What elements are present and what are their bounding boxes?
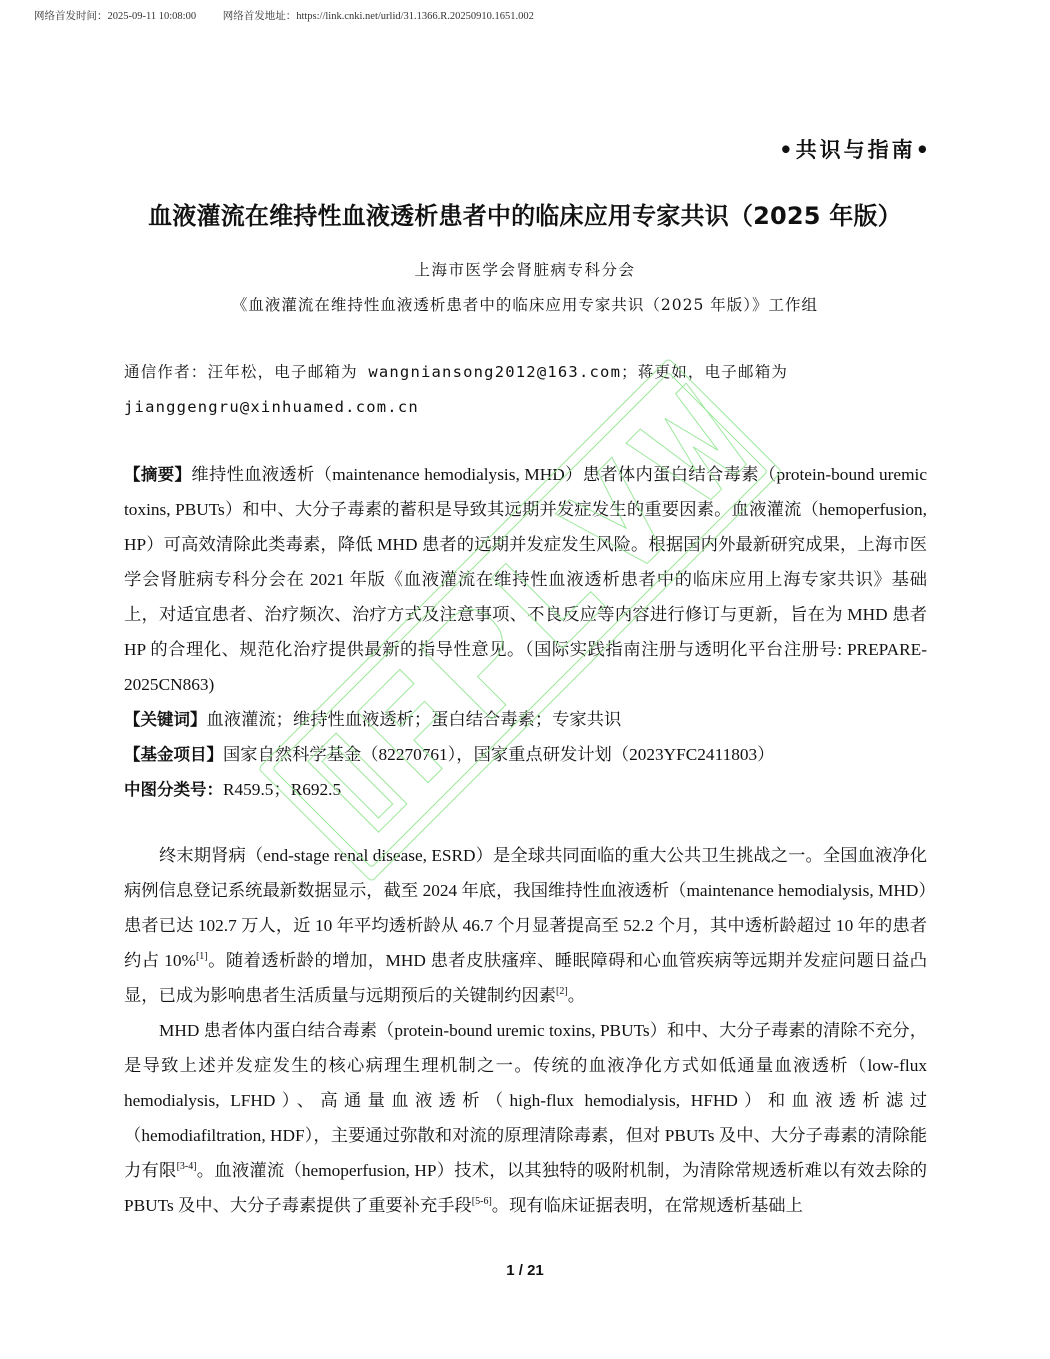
citation-3-4[interactable]: [3-4] (176, 1161, 197, 1172)
org-line-1: 上海市医学会肾脏病专科分会 (414, 261, 636, 279)
page-number: 1 / 21 (506, 1262, 544, 1279)
clc-text: R459.5；R692.5 (223, 780, 342, 799)
keywords-text: 血液灌流；维持性血液透析；蛋白结合毒素；专家共识 (206, 710, 622, 729)
keywords (124, 702, 927, 737)
abstract-label: 【摘要】 (124, 465, 192, 484)
clc-label: 中图分类号： (124, 780, 223, 799)
body-paragraph-1: 终末期肾病（end-stage renal disease, ESRD）是全球共同面临的重大公共卫生挑战之一。全国血液净化病例信息登记系统最新数据显示，截至 2024 年底，我国维持性血液透析（maintenance hemodialysis, MHD）患者已达 102.7 万人，近 10 年平均透析龄从 46.7 个月显著提高至 52.2 个月，其中透析龄超过 10 年的患者约占 10%[1]。随着透析龄的增加，MHD 患者皮肤瘙痒、睡眠障碍和心血管疾病等远期并发症问题日益凸显，已成为影响患者生活质量与远期预后的关键制约因素[2]。 (124, 846, 927, 1005)
citation-2[interactable]: [2] (556, 986, 568, 997)
org-line-2: 《血液灌流在维持性血液透析患者中的临床应用专家共识（2025 年版）》工作组 (231, 296, 819, 314)
publish-time: 网络首发时间：2025-09-11 10:08:00 (34, 11, 197, 22)
citation-1[interactable]: [1] (195, 951, 208, 962)
clc-number (124, 772, 927, 807)
column-tag: •共识与指南• (779, 137, 932, 162)
abstract (124, 457, 927, 702)
paper-title: 血液灌流在维持性血液透析患者中的临床应用专家共识（2025 年版） (148, 202, 902, 230)
body-paragraph-2: MHD 患者体内蛋白结合毒素（protein-bound uremic toxins, PBUTs）和中、大分子毒素的清除不充分，是导致上述并发症发生的核心病理生理机制之一。传统的血液净化方式如低通量血液透析（low-flux hemodialysis, LFHD）、高通量血液透析（high-flux hemodialysis, HFHD）和血液透析滤过（hemodiafiltration, HDF），主要通过弥散和对流的原理清除毒素，但对 PBUTs 及中、大分子毒素的清除能力有限[3-4]。血液灌流（hemoperfusion, HP）技术，以其独特的吸附机制，为清除常规透析难以有效去除的 PBUTs 及中、大分子毒素提供了重要补充手段[5-6]。现有临床证据表明，在常规透析基础上 (124, 1021, 927, 1215)
publish-url: 网络首发地址：https://link.cnki.net/urlid/31.1366.R.20250910.1651.002 (222, 11, 534, 22)
funding (124, 737, 927, 772)
online-publish-info (34, 8, 558, 23)
keywords-label: 【关键词】 (124, 710, 207, 729)
abstract-text: 维持性血液透析（maintenance hemodialysis, MHD）患者体内蛋白结合毒素（protein-bound uremic toxins, PBUTs）和中、大分子毒素的蓄积是导致其远期并发症发生的重要因素。血液灌流（hemoperfusion, HP）可高效清除此类毒素，降低 MHD 患者的远期并发症发生风险。根据国内外最新研究成果，上海市医学会肾脏病专科分会在 2021 年版《血液灌流在维持性血液透析患者中的临床应用上海专家共识》基础上，对适宜患者、治疗频次、治疗方式及注意事项、不良反应等内容进行修订与更新，旨在为 MHD 患者 HP 的合理化、规范化治疗提供最新的指导性意见。（国际实践指南注册与透明化平台注册号: PREPARE-2025CN863) (124, 465, 928, 694)
funding-label: 【基金项目】 (124, 745, 223, 764)
funding-text: 国家自然科学基金（82270761），国家重点研发计划（2023YFC2411803） (223, 745, 775, 764)
correspondence: 通信作者：汪年松，电子邮箱为 wangniansong2012@163.com；蒋更如，电子邮箱为 jianggengru@xinhuamed.com.cn (124, 363, 789, 416)
citation-5-6[interactable]: [5-6] (471, 1196, 492, 1207)
